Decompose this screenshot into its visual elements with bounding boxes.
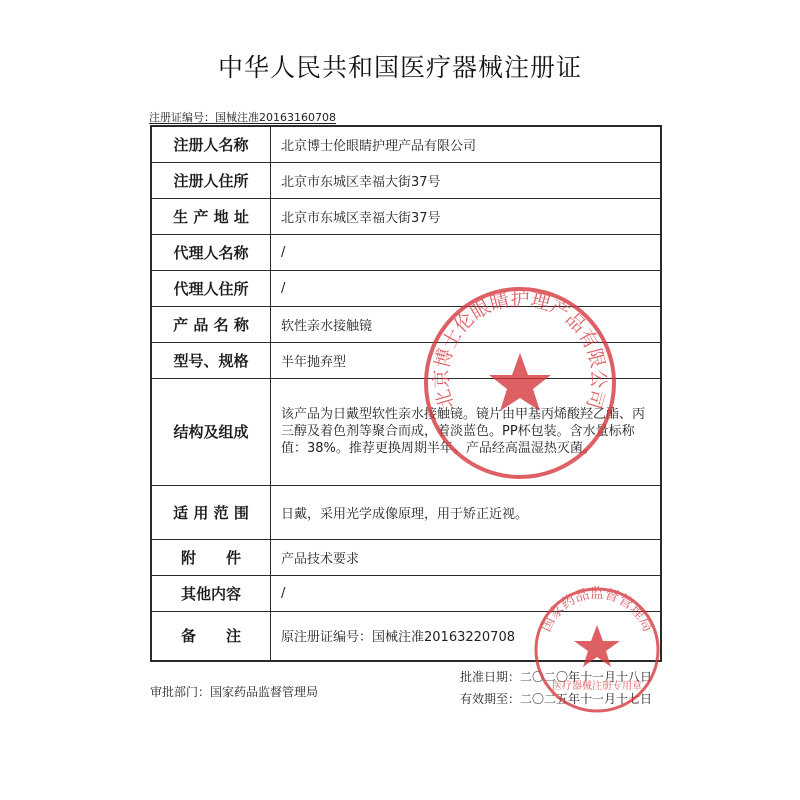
row-label: 结构及组成 [151, 378, 271, 485]
row-label: 代理人住所 [151, 270, 271, 306]
star-icon [489, 353, 551, 411]
seal-arc-text: 国家药品监督管理局 [538, 585, 656, 635]
table-row [151, 126, 661, 162]
registration-number: 注册证编号：国械注准20163160708 [149, 111, 336, 124]
row-label: 注册人住所 [151, 162, 271, 198]
row-label: 注册人名称 [151, 126, 271, 162]
row-label: 适 用 范 围 [151, 485, 271, 539]
row-label: 型号、规格 [151, 342, 271, 378]
row-value: 软性亲水接触镜 [271, 306, 662, 342]
row-label: 其他内容 [151, 575, 271, 611]
row-label: 产 品 名 称 [151, 306, 271, 342]
row-label: 备 注 [151, 611, 271, 661]
seal-sub-text: 医疗器械注册专用章 [552, 681, 642, 692]
table-row [151, 485, 661, 539]
row-value: 北京市东城区幸福大街37号 [271, 198, 662, 234]
valid-until-date: 有效期至：二〇二五年十一月十七日 [460, 692, 653, 706]
row-value: 半年抛弃型 [271, 342, 662, 378]
row-value: 日戴，采用光学成像原理，用于矫正近视。 [271, 485, 662, 539]
approval-department: 审批部门：国家药品监督管理局 [150, 685, 319, 699]
row-value: 原注册证编号：国械注准20163220708 [271, 611, 662, 661]
agency-seal [532, 585, 662, 715]
row-value: 北京市东城区幸福大街37号 [271, 162, 662, 198]
row-label: 生 产 地 址 [151, 198, 271, 234]
row-label: 代理人名称 [151, 234, 271, 270]
approval-date: 批准日期：二〇二〇年十一月十八日 [460, 670, 653, 684]
table-row [151, 539, 661, 575]
row-value: 该产品为日戴型软性亲水接触镜。镜片由甲基丙烯酸羟乙酯、丙三醇及着色剂等聚合而成，着淡蓝色。PP杯包装。含水量标称值：38%。推荐更换周期半年。产品经高温湿热灭菌。 [271, 378, 662, 485]
row-value: 北京博士伦眼睛护理产品有限公司 [271, 126, 662, 162]
table-row [151, 162, 661, 198]
company-seal [420, 283, 620, 483]
row-label: 附 件 [151, 539, 271, 575]
star-icon [574, 625, 620, 667]
row-value: / [271, 575, 662, 611]
seal-arc-text: 北京博士伦眼睛护理产品有限公司 [430, 288, 610, 412]
table-row [151, 234, 661, 270]
row-value: 产品技术要求 [271, 539, 662, 575]
row-value: / [271, 234, 662, 270]
table-row [151, 198, 661, 234]
certificate-title: 中华人民共和国医疗器械注册证 [217, 53, 582, 82]
row-value: / [271, 270, 662, 306]
